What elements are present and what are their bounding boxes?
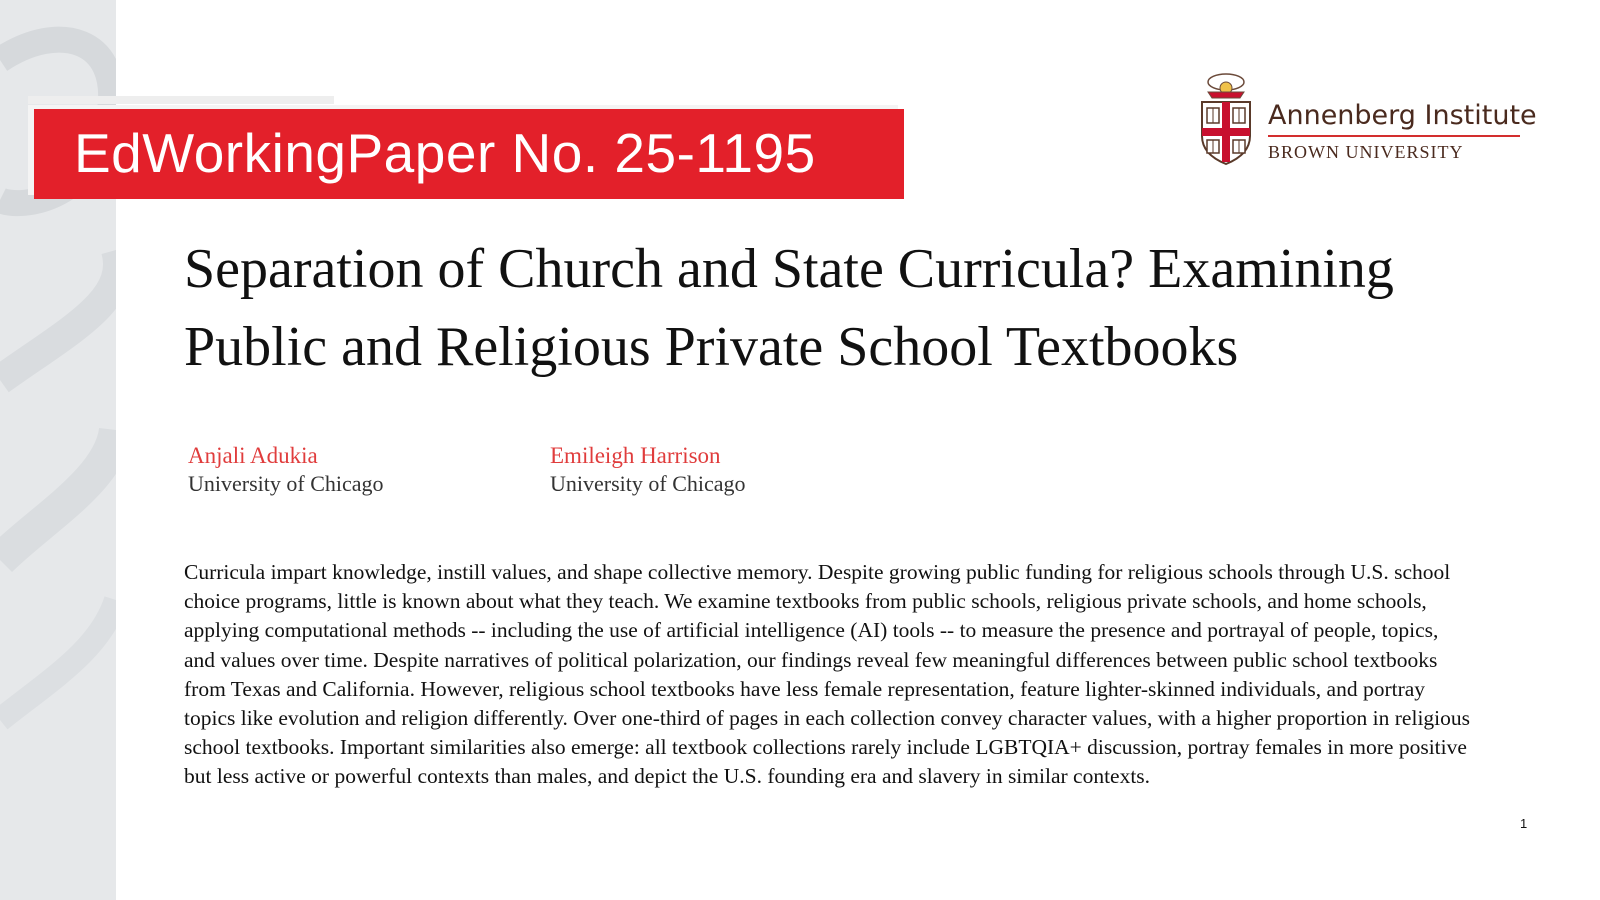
- logo-institute-name: Annenberg Institute: [1268, 100, 1537, 131]
- page-number: 1: [1520, 816, 1528, 831]
- logo-divider: [1268, 135, 1520, 137]
- logo-university-name: BROWN UNIVERSITY: [1268, 142, 1464, 162]
- annenberg-logo[interactable]: [1196, 70, 1536, 170]
- banner-title: EdWorkingPaper No. 25-1195: [74, 122, 816, 184]
- author-affiliation: University of Chicago: [188, 471, 384, 496]
- abstract-text: Curricula impart knowledge, instill values, and shape collective memory. Despite growing public funding for religious schools through U.S. school choice programs, little is known about what they teach. We examine textbooks from public schools, religious private schools, and home schools, applying computational methods -- including the use of artificial intelligence (AI) tools -- to measure the presence and portrayal of people, topics, and values over time. Despite narratives of political polarization, our findings reveal few meaningful differences between public school textbooks from Texas and California. However, religious school textbooks have less female representation, feature lighter-skinned individuals, and portray topics like evolution and religion differently. Over one-third of pages in each collection convey character values, with a higher proportion in religious school textbooks. Important similarities also emerge: all textbook collections rarely include LGBTQIA+ discussion, portray females in more positive but less active or powerful contexts than males, and depict the U.S. founding era and slavery in similar contexts.: [184, 560, 1471, 789]
- author-name[interactable]: Anjali Adukia: [188, 443, 318, 468]
- author-affiliation: University of Chicago: [550, 471, 746, 496]
- edworkingpaper-banner: [34, 109, 904, 199]
- banner-shadow: [28, 96, 334, 104]
- paper-title: Separation of Church and State Curricula? Examining Public and Religious Private School Textbooks: [184, 238, 1394, 378]
- author-name[interactable]: Emileigh Harrison: [550, 443, 721, 468]
- author-block: [550, 442, 746, 498]
- brown-university-shield-icon: [1196, 70, 1256, 166]
- author-block: [188, 442, 384, 498]
